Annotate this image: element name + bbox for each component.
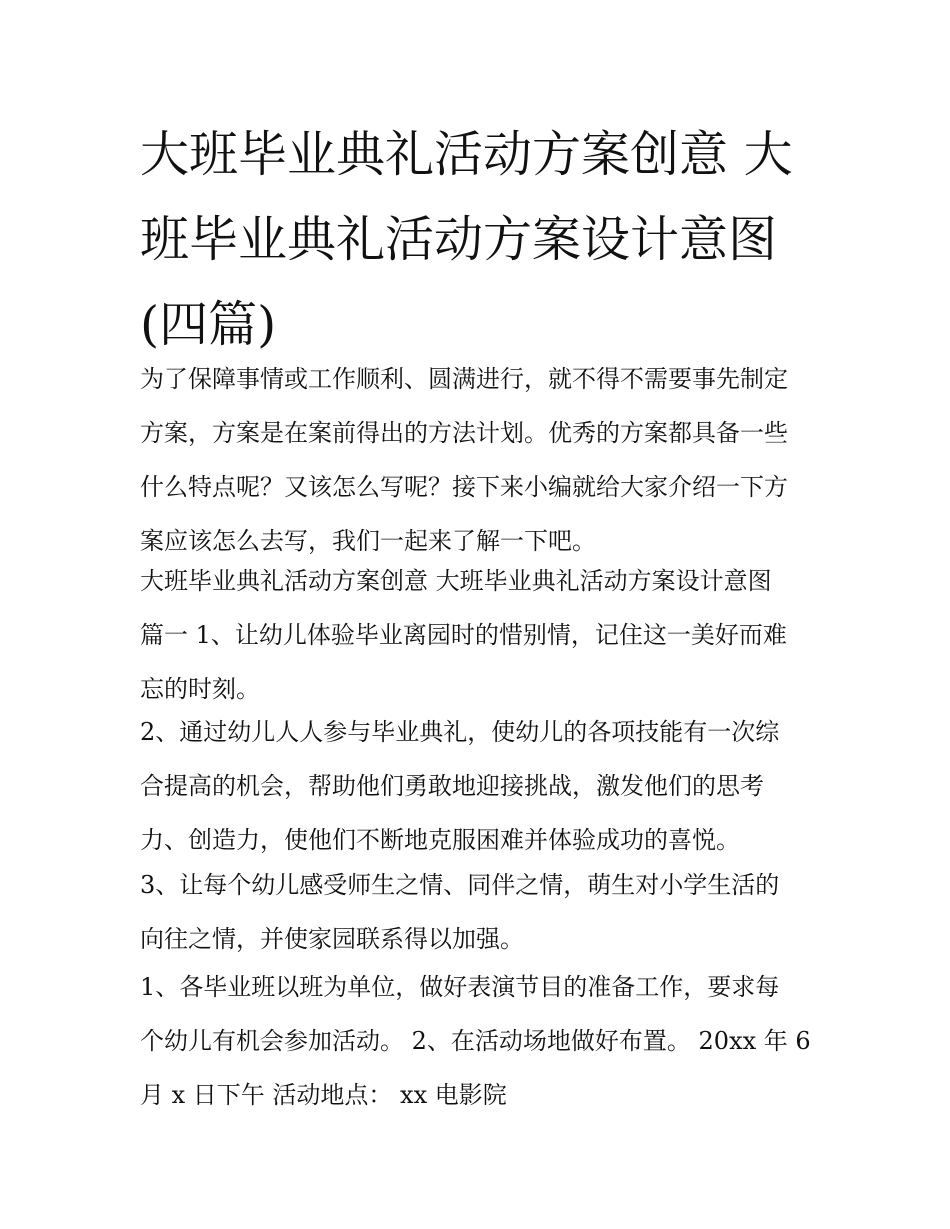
paragraph-line: 力、创造力，使他们不断地克服困难并体验成功的喜悦。: [140, 826, 740, 854]
document-title: [140, 112, 820, 367]
intro-paragraph: [140, 352, 820, 568]
prep-paragraph: [140, 960, 820, 1122]
paragraph-line: 月 x 日下午 活动地点： xx 电影院: [140, 1081, 507, 1109]
section-heading-line: 大班毕业典礼活动方案创意 大班毕业典礼活动方案设计意图: [140, 567, 772, 595]
paragraph-line: 合提高的机会，帮助他们勇敢地迎接挑战，激发他们的思考: [140, 772, 764, 800]
paragraph-line: 篇一 1、让幼儿体验毕业离园时的惜别情，记住这一美好而难: [140, 621, 787, 649]
paragraph-line: 向往之情，并使家园联系得以加强。: [140, 925, 524, 953]
paragraph-line: 1、各毕业班以班为单位，做好表演节目的准备工作，要求每: [140, 973, 780, 1001]
title-line: (四篇): [140, 296, 277, 353]
paragraph-line: 什么特点呢？又该怎么写呢？接下来小编就给大家介绍一下方: [140, 473, 788, 501]
paragraph-line: 3、让每个幼儿感受师生之情、同伴之情，萌生对小学生活的: [140, 871, 780, 899]
paragraph-line: 案应该怎么去写，我们一起来了解一下吧。: [140, 527, 596, 555]
paragraph-line: 方案，方案是在案前得出的方法计划。优秀的方案都具备一些: [140, 419, 788, 447]
item-2-paragraph: [140, 705, 820, 867]
section-paragraph: [140, 554, 820, 716]
title-line: 班毕业典礼活动方案设计意图: [140, 211, 778, 268]
paragraph-line: 个幼儿有机会参加活动。 2、在活动场地做好布置。 20xx 年 6: [140, 1027, 811, 1055]
paragraph-line: 2、通过幼儿人人参与毕业典礼，使幼儿的各项技能有一次综: [140, 718, 780, 746]
title-line: 大班毕业典礼活动方案创意 大: [140, 126, 793, 183]
paragraph-line: 忘的时刻。: [140, 675, 260, 703]
paragraph-line: 为了保障事情或工作顺利、圆满进行，就不得不需要事先制定: [140, 365, 788, 393]
item-3-paragraph: [140, 858, 820, 966]
